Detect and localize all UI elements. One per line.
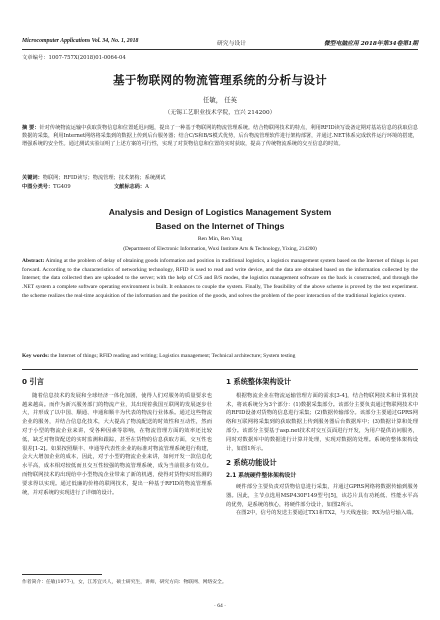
clc-label: 中图分类号：: [22, 184, 54, 190]
subsection-2-1-paragraph-2: 在图2中，信号的发送主要通过TX1和TX2，与天线连接；RX为信号输入端。: [236, 510, 417, 517]
keywords-en: [22, 353, 418, 359]
title-cn: 基于物联网的物流管理系统的分析与设计: [112, 73, 328, 87]
abstract-cn: [22, 124, 418, 149]
abstract-rule: [22, 369, 418, 370]
right-column: [226, 378, 418, 518]
abstract-en: [22, 257, 418, 301]
doc-code-value: A: [145, 184, 149, 190]
section-name: 研究与设计: [217, 41, 246, 47]
left-column: [22, 378, 212, 497]
authors-en: Ren Min, Ren Ying: [197, 236, 243, 242]
keywords-cn-text: 物联网；RFID读写；物流管理；技术架构；系统测试: [42, 175, 166, 181]
title-en-line2: Based on the Internet of Things: [155, 220, 285, 231]
footnote-rule: [22, 574, 102, 575]
section-1-heading: 1 系统整体架构设计: [226, 377, 292, 386]
journal-name-cn: 微型电脑应用 2018年第34卷第1期: [323, 41, 418, 47]
keywords-cn: [22, 174, 165, 181]
subsection-2-1-heading: 2.1 系统硬件整体架构设计: [226, 473, 297, 480]
header-rule: [22, 49, 418, 50]
abstract-en-text: Aiming at the problem of delay of obtaining goods information and position in traditional logistics, a logistics management system based on the Internet of things is put forward. According to the characteristics of networking technology, RFID is used to read and write device, and the data are obtained based on the information collected by the Internet; the data collected then are uploaded to the server; with the help of C/S and B/S modes, the logistics management software on the back is constructed, and through the .NET system a complete software operating environment is built. It enhances to couple the system. Finally, The feasibility of the above scheme is proved by the test experiment. the scheme realizes the real-time acquisition of the information and the position of the goods, and solves the problem of the poor interaction of the traditional logistics system.: [22, 258, 418, 299]
doc-code-label: 文献标志码：: [113, 184, 146, 190]
keywords-en-text: the Internet of things; RFID reading and writing; Logistics management; Technical architecture; System testing: [50, 353, 296, 359]
clc-value: TG409: [53, 184, 71, 190]
authors-cn: 任敏， 任英: [203, 96, 237, 104]
running-header: [22, 36, 418, 48]
title-en: [0, 206, 440, 233]
author-footnote: 作者简介：任敏(1977-)，女，江苏宜兴人，硕士研究生，讲师，研究方向：物联网、网络安全。: [22, 580, 227, 585]
section-1-paragraph: 根据物流企业在物流运输管理方面的需求[3-4]，结合物联网技术和计算机技术，将该系统分为3个部分：(1)数据采集部分。该部分主要负责通过物联网技术中的RFID设备对货物的信息进行采集；(2)数据传输部分。该部分主要通过GPRS网络和互联网将采集到的获取数据上传到服务器后台数据库中；(3)数据计算和处理部分。该部分主要基于asp.net技术对交互页面进行开发，为用户提供访问服务，同时对数据库中的数据进行计算并处理，实现对数据的处理。系统的整体架构设计，如图1所示。: [226, 392, 418, 452]
keywords-cn-label: 关键词：: [22, 175, 43, 181]
affiliation-cn: （无锡工艺职业技术学院，宜兴 214200）: [164, 110, 276, 116]
abstract-cn-text: 针对传统物流运输中获取货物信息和位置延迟问题，提出了一种基于物联网的物流管理系统。结合物联网技术的特点，利用RFID读写设备定期对基站信息的获取信息数据的采集，利用Internet网络将采集到的数据上传到后台服务器；结合C/S和B/S模式优势，后台物流管理软件进行架构部署，并通过.NET体系完成软件运行环境的搭建，增强系统的安全性。通过测试实验证明了上述方案的可行性，实现了对货物信息和位置的实时获取，提高了传统物流系统的交互信息的时效。: [22, 125, 418, 148]
section-2-heading: 2 系统功能设计: [226, 458, 277, 468]
abstract-cn-label: 摘 要：: [22, 125, 40, 131]
section-0-heading: 0 引言: [22, 377, 44, 386]
abstract-en-label: Abstract:: [22, 258, 45, 264]
keywords-en-label: Key words:: [22, 353, 50, 359]
intro-paragraph: 随着信息技术的发展和全球经济一体化加剧，使得人们对服务的质量要求也越来越高。而作为新兴服务部门的物流产业，其出现着我国互联网的发展逐步壮大，并形成了以中国、顺通、申通和顺丰为代表的物流行业体系。通过这些物流企业的服务，并结合信息化技术，大大提高了物流配送的时效性和互动性，然而对于小型的物流企业来讲，受各种因素等影响，在物流管理方面的效率还比较低，缺乏对物资配送的实时监测和跟踪，甚至在货物的信息获取方面，交互性也很差[1-2]。如果按照顺丰、申通等代表性企业的标准对物流管理系统进行构建，会大大增加企业的成本，因此，对于小型的物流企业来讲，如何开发一款信息化水平高，成本相对较低而且交互性较强的物流管理系统，成为当前很多有效点。而物联网技术的出现给中小型物流企业带来了新的机遇，使得对货物实时监测的要求得以实现。通过低廉的价格的联网技术，提出一种基于RFID的物流管理系统，并对系统的实现进行了详细的设计。: [22, 392, 212, 496]
classification-cn: [22, 183, 149, 190]
affiliation-en: (Department of Electronic Information, Wuxi Institute Arts & Technology, Yixing, 214200): [123, 246, 317, 252]
subsection-2-1-paragraph: 硬件部分主要负责对货物信息进行采集，并通过GPRS网络将数据传输到服务器。因此，主节点选用MSP430F149型号[5]，该芯片具有功耗低、性能水平高的优势，是系统的核心，将硬件部分设计，如图2所示。: [226, 483, 418, 508]
title-en-line1: Analysis and Design of Logistics Management System: [108, 207, 332, 217]
journal-name-en: Microcomputer Applications Vol. 34, No. 1, 2018: [22, 38, 139, 44]
article-number: 文章编号：1007-757X(2018)01-0064-04: [22, 55, 126, 61]
page-number: · 64 ·: [214, 603, 226, 609]
